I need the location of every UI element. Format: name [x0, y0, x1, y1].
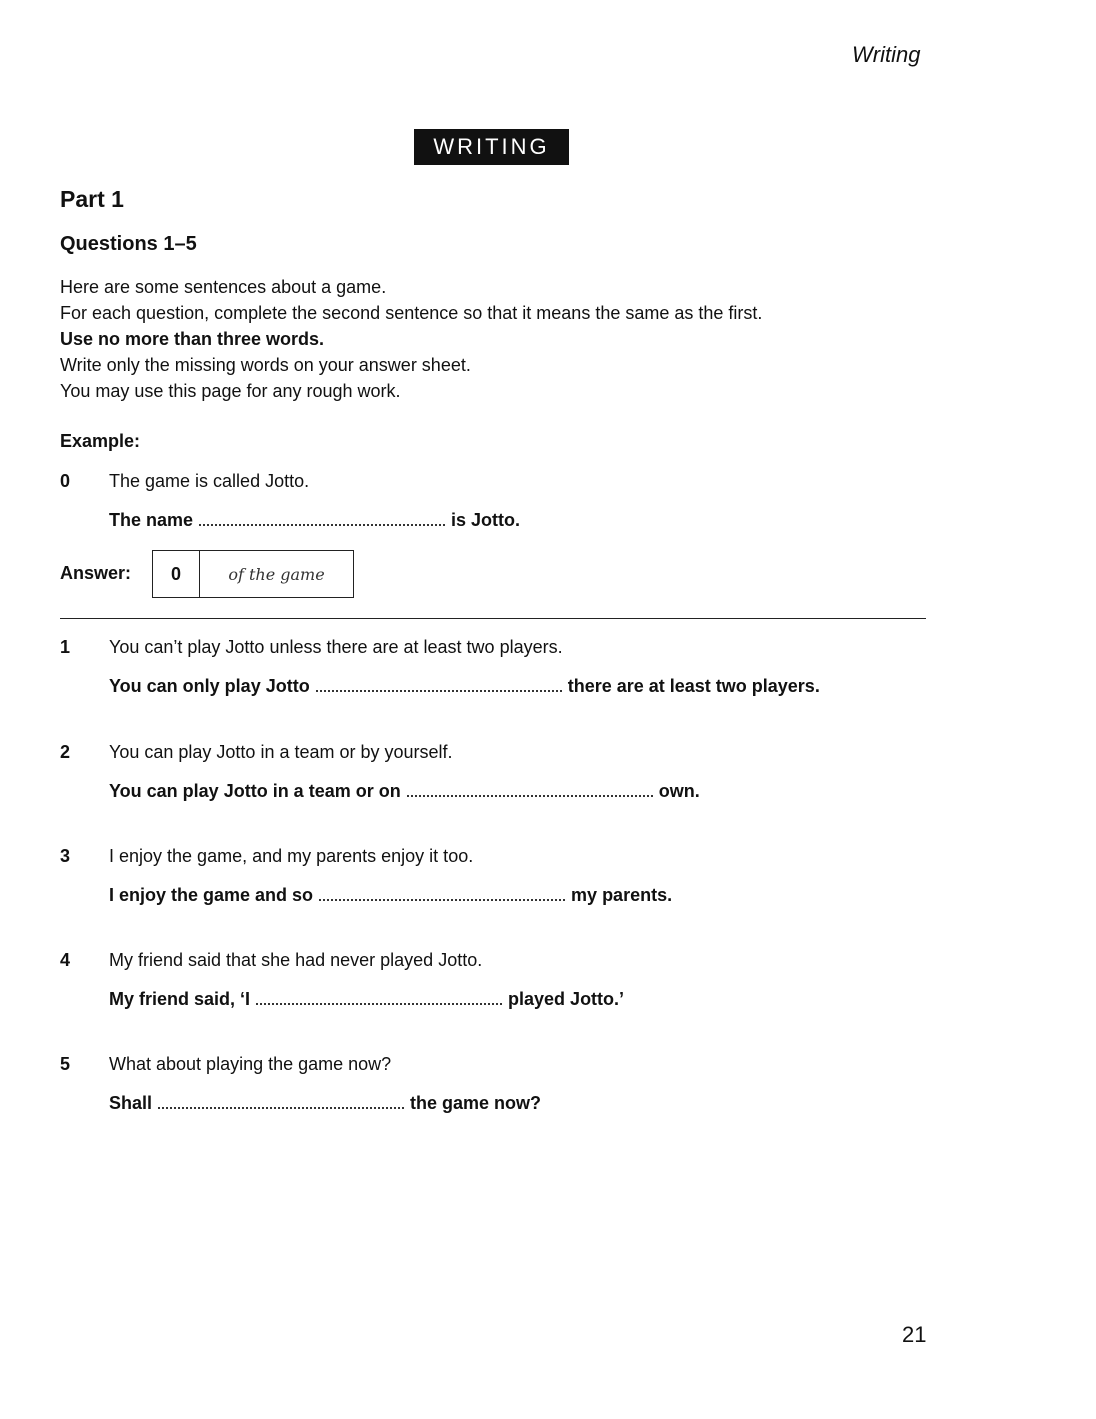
answer-box-text: of the game	[228, 564, 325, 584]
instruction-line: Write only the missing words on your answer sheet.	[60, 355, 471, 375]
question-sentence: You can play Jotto in a team or by yourself.	[109, 742, 453, 762]
prompt-before: My friend said, ‘I	[109, 989, 251, 1009]
prompt-after: the game now?	[410, 1093, 542, 1113]
question-prompt	[109, 676, 820, 697]
prompt-after: is Jotto.	[451, 510, 521, 530]
answer-label: Answer:	[60, 563, 132, 583]
question-prompt	[109, 1093, 541, 1114]
example-sentence: The game is called Jotto.	[109, 471, 310, 491]
question-sentence: I enjoy the game, and my parents enjoy it too.	[109, 846, 474, 866]
prompt-before: I enjoy the game and so	[109, 885, 314, 905]
example-prompt	[109, 510, 520, 531]
prompt-before: You can play Jotto in a team or on	[109, 781, 401, 801]
question-number: 4	[60, 950, 71, 970]
instruction-line: For each question, complete the second sentence so that it means the same as the first.	[60, 303, 763, 323]
question-number: 5	[60, 1054, 71, 1074]
section-banner: WRITING	[414, 129, 569, 165]
prompt-after: there are at least two players.	[567, 676, 820, 696]
part-title: Part 1	[60, 186, 124, 212]
example-number: 0	[60, 471, 71, 491]
questions-title: Questions 1–5	[60, 233, 197, 255]
answer-blank	[407, 791, 653, 797]
running-head: Writing	[852, 42, 921, 67]
prompt-after: played Jotto.’	[508, 989, 625, 1009]
answer-blank	[256, 999, 502, 1005]
answer-blank	[199, 520, 445, 526]
instruction-line: You may use this page for any rough work.	[60, 381, 401, 401]
prompt-after: own.	[658, 781, 700, 801]
prompt-before: You can only play Jotto	[109, 676, 310, 696]
prompt-before: Shall	[109, 1093, 153, 1113]
answer-blank	[319, 895, 565, 901]
answer-box	[152, 550, 354, 598]
question-number: 3	[60, 846, 71, 866]
answer-box-number: 0	[153, 551, 200, 597]
question-sentence: You can’t play Jotto unless there are at least two players.	[109, 637, 563, 657]
instruction-line: Here are some sentences about a game.	[60, 277, 387, 297]
instruction-line-emphasis: Use no more than three words.	[60, 329, 325, 349]
example-label: Example:	[60, 431, 141, 451]
question-prompt	[109, 781, 700, 802]
question-sentence: What about playing the game now?	[109, 1054, 392, 1074]
divider	[60, 618, 926, 619]
instructions	[60, 274, 762, 404]
answer-blank	[316, 686, 562, 692]
question-number: 2	[60, 742, 71, 762]
question-number: 1	[60, 637, 71, 657]
question-prompt	[109, 989, 624, 1010]
answer-blank	[158, 1103, 404, 1109]
prompt-after: my parents.	[571, 885, 673, 905]
page-number: 21	[902, 1322, 927, 1347]
question-prompt	[109, 885, 672, 906]
question-sentence: My friend said that she had never played Jotto.	[109, 950, 483, 970]
prompt-before: The name	[109, 510, 194, 530]
